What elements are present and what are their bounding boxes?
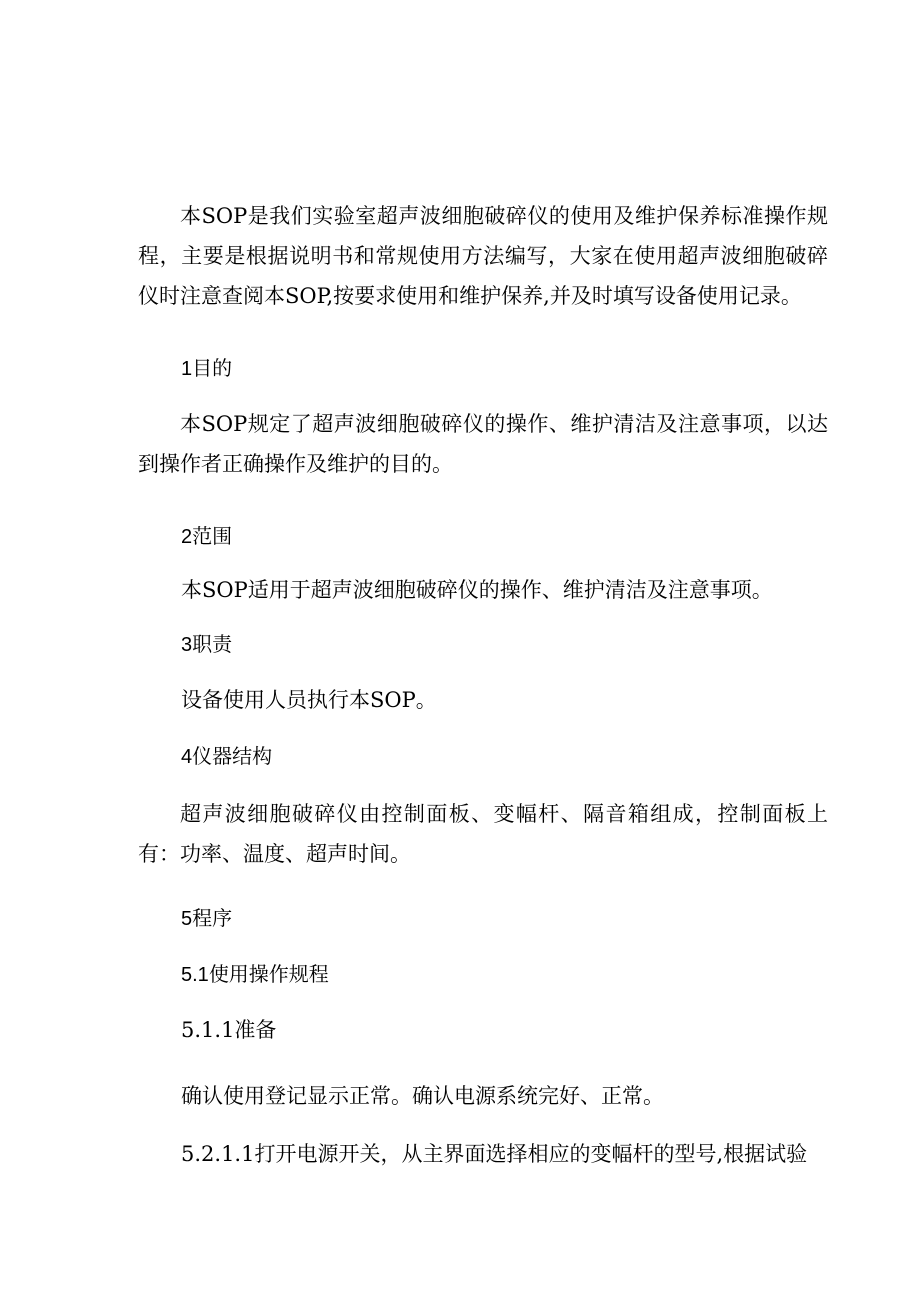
heading-text: 使用操作规程 xyxy=(208,962,329,986)
duty-paragraph: 设备使用人员执行本SOP。 xyxy=(181,688,437,712)
heading-number: 5.1 xyxy=(181,964,209,986)
heading-number: 3 xyxy=(181,634,193,656)
scope-paragraph: 本SOP适用于超声波细胞破碎仪的操作、维护清洁及注意事项。 xyxy=(181,578,773,602)
heading-number: 4 xyxy=(181,746,193,768)
heading-text: 范围 xyxy=(192,524,233,548)
preparation-paragraph: 确认使用登记显示正常。确认电源系统完好、正常。 xyxy=(181,1084,664,1108)
heading-preparation: 5.1.1准备 xyxy=(181,1018,277,1042)
step-5211-paragraph: 5.2.1.1打开电源开关，从主界面选择相应的变幅杆的型号,根据试验 xyxy=(181,1142,808,1166)
heading-number: 1 xyxy=(181,358,193,380)
intro-paragraph: 本SOP是我们实验室超声波细胞破碎仪的使用及维护保养标准操作规程，主要是根据说明书和常规使用方法编写，大家在使用超声波细胞破碎仪时注意查阅本SOP,按要求使用和维护保养,并及时填写设备使用记录。 xyxy=(138,204,828,308)
heading-scope xyxy=(181,516,821,557)
heading-structure xyxy=(181,736,821,777)
purpose-paragraph: 本SOP规定了超声波细胞破碎仪的操作、维护清洁及注意事项，以达到操作者正确操作及维护的目的。 xyxy=(138,412,828,476)
structure-paragraph: 超声波细胞破碎仪由控制面板、变幅杆、隔音箱组成，控制面板上有：功率、温度、超声时间。 xyxy=(138,802,828,866)
heading-text: 职责 xyxy=(192,632,233,656)
heading-text: 程序 xyxy=(192,906,233,930)
heading-number: 5 xyxy=(181,908,193,930)
heading-duty xyxy=(181,624,821,665)
heading-procedure xyxy=(181,898,821,939)
heading-number: 2 xyxy=(181,526,193,548)
heading-text: 目的 xyxy=(192,356,233,380)
heading-text: 仪器结构 xyxy=(192,744,273,768)
heading-operation-rules xyxy=(181,954,821,995)
heading-purpose xyxy=(181,348,821,389)
